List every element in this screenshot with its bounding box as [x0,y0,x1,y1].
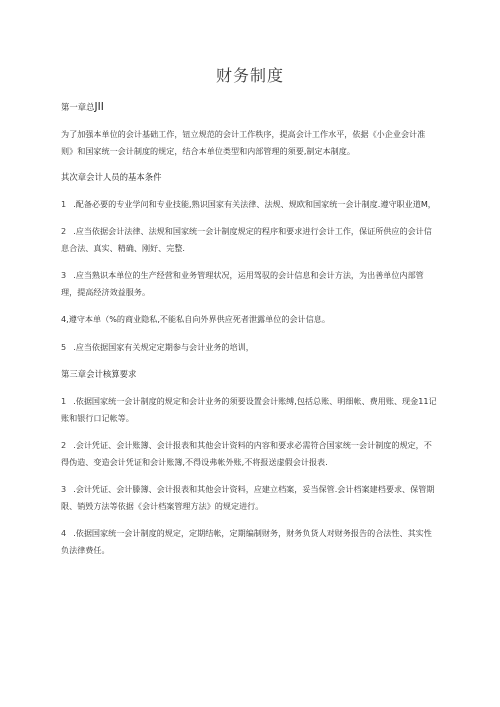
chapter-2-item-2 [61,223,437,257]
item-number: 1 [61,396,67,406]
item-text: 遵守本单（%的商业隐私,不能私自向外界供应死者泄露单位的会计信息。 [68,314,330,324]
chapter-1-heading-main: 第一章总 [61,102,95,112]
item-number: 3 [61,484,67,494]
item-number: 3 [61,270,67,280]
item-text: .会计凭证、会计滕簿、会计报表和其他会计资料，应建立档案，妥当保管.会计档案建档要求、保管期限、销毁方法等依据《会计档案管理方法》的规定进行。 [61,484,435,511]
document-body [61,100,437,569]
item-text: .会计凭证、会计账簿、会计报表和其他会计资料的内容和要求必需符合国家统一会计制度的规定，不得伪造、变造会计凭证和会计账簿,不得设弗帐外账,不将报送虚假会计报表. [61,440,432,467]
item-number: 2 [61,226,67,236]
item-text: .依据国家统一会计制度的规定，定期结帐，定期编制财务，财务负货人对财务报告的合法性、其实性负法律费任。 [61,528,432,555]
item-number: 1 [61,199,67,209]
document-title: 财务制度 [215,66,284,85]
chapter-2-item-1 [61,196,437,213]
item-text: .依据国家统一会计制度的规定和会计业务的须要设置会计账缚,包括总账、明细帐、费用账、现金11记账和银行口记帐等。 [61,396,437,423]
chapter-1-paragraph: 为了加强本单位的会计基础工作，钮立规范的会计工作秩序，提高会计工作水平，依据《小企业会计准则》和国家统一会计制度的规定，结合本单位类型和内部管理的须要,制定本制度。 [61,129,426,156]
chapter-3-item-1 [61,393,437,427]
chapter-3-item-4 [61,525,437,559]
chapter-3-heading: 第三章会计核算要求 [61,369,137,379]
item-text: .应当依据国家有关规定定期参与会计业务的培训， [73,342,254,352]
item-text: .应当熟识本单位的生产经营和业务管理状况，运用驾驭的会计信息和会计方法，为出善单位内部管理，提高经济效益服务。 [61,270,424,297]
item-number: 5 [61,342,67,352]
item-number: 4, [61,314,69,324]
chapter-3-item-2 [61,437,437,471]
chapter-2-item-3 [61,267,437,301]
item-text: .配备必要的专业学问和专业技能,熟识国家有关法律、法规、规欧和国家统一会计制度.遵守职业道M， [73,199,436,209]
item-text: .应当依据会计法律、法规和国家统一会计制度规定的程序和要求进行会计工作，保证所供应的会计信息合法、真实、精确、刚好、完整. [61,226,432,253]
chapter-2-item-5 [61,339,437,356]
item-number: 4 [61,528,67,538]
chapter-3-item-3 [61,481,437,515]
chapter-1-heading-tail: JII [94,101,104,113]
chapter-2-item-4 [61,311,437,328]
item-number: 2 [61,440,67,450]
chapter-2-heading: 其次章会计人员的基本条件 [61,172,162,182]
chapter-1-heading [61,100,437,114]
